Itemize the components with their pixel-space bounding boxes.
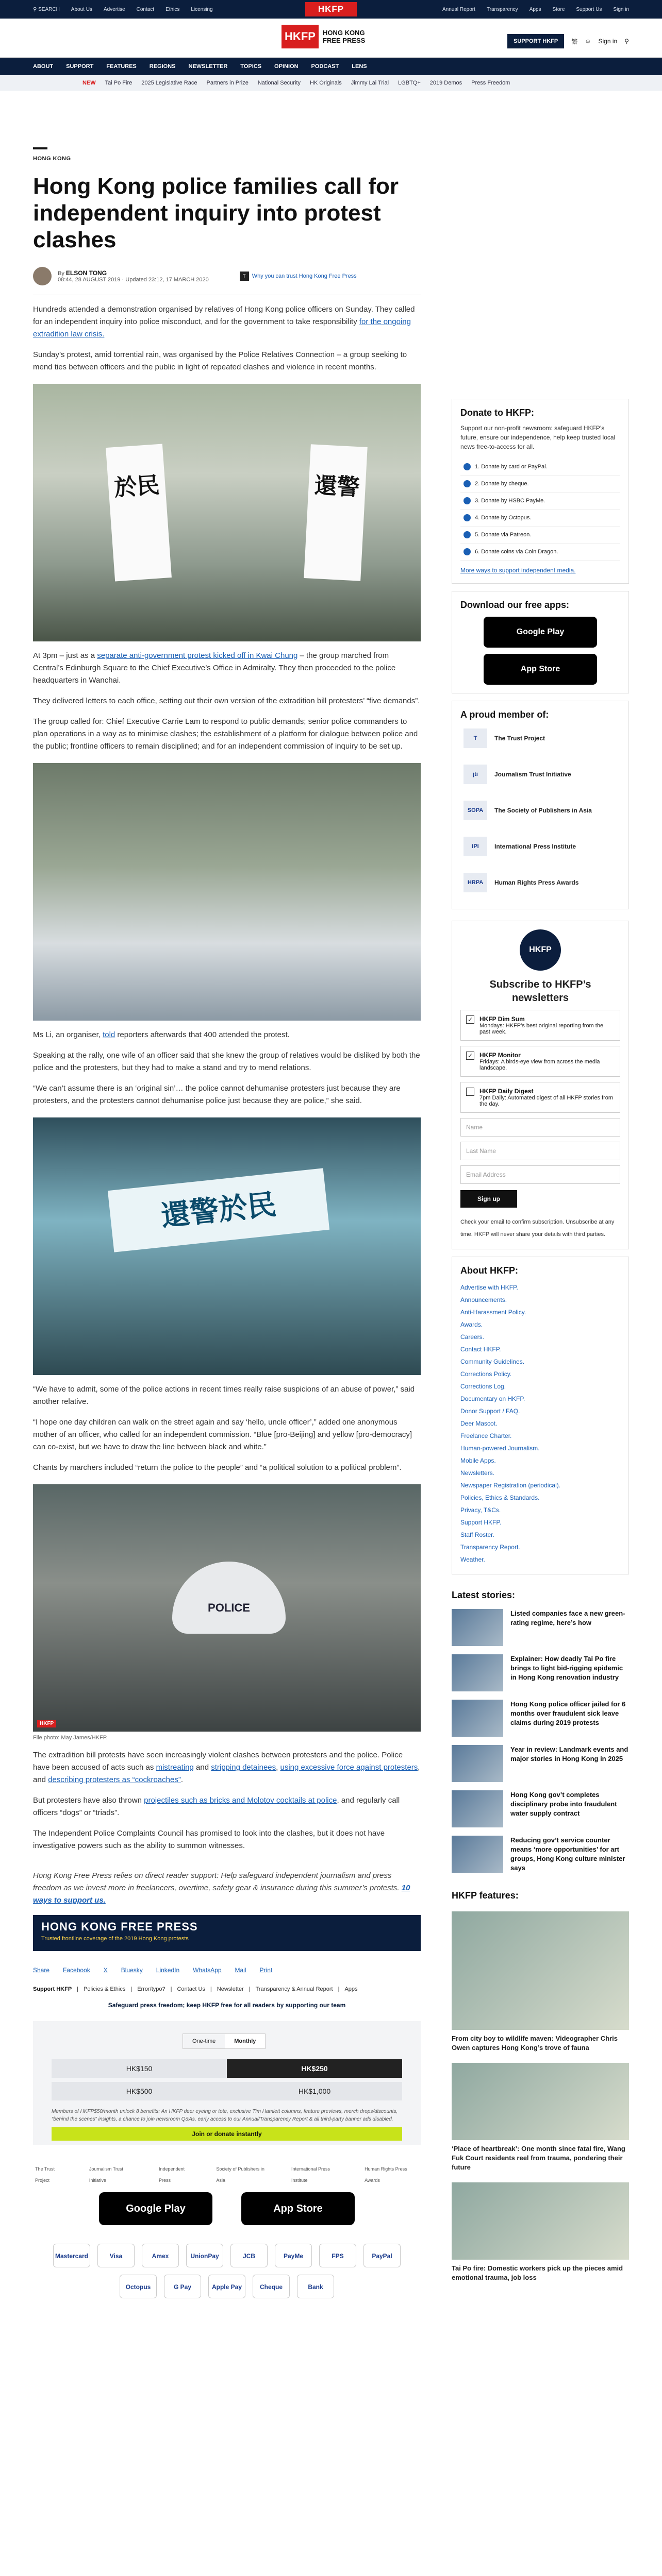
top-link[interactable]: Apps: [529, 7, 541, 12]
donate-method[interactable]: 5. Donate via Patreon.: [460, 527, 620, 544]
trending-tags-bar: [0, 75, 662, 91]
payment-logo: Visa: [97, 2244, 135, 2267]
search-icon[interactable]: ⚲: [624, 38, 629, 45]
policy-link[interactable]: Error/typo?: [137, 1986, 166, 1992]
trust-project-icon: T: [464, 728, 487, 748]
story-item[interactable]: Hong Kong gov’t completes disciplinary probe into fraudulent water supply contract: [452, 1790, 629, 1827]
policy-link[interactable]: Apps: [344, 1986, 358, 1992]
payment-logo: Octopus: [120, 2275, 157, 2298]
about-link[interactable]: Freelance Charter.: [460, 1432, 512, 1439]
proud-title: A proud member of:: [460, 709, 549, 720]
join-donate-button[interactable]: Join or donate instantly: [52, 2127, 402, 2141]
newsletter-option[interactable]: HKFP Daily Digest 7pm Daily: Automated digest of all HKFP stories from the day.: [460, 1082, 620, 1113]
trust-link-label: Why you can trust Hong Kong Free Press: [252, 273, 357, 279]
share-facebook[interactable]: Facebook: [63, 1967, 90, 1974]
story-item[interactable]: Listed companies face a new green-rating regime, here’s how: [452, 1609, 629, 1646]
paragraph: The group called for: Chief Executive Carrie Lam to respond to public demands; senior police commanders to plan operations in a way as to minimise clashes; the establishment of a platform for dialogue between police and the public; frontline officers to remain disciplined; and for an independent commission of inquiry to be set up.: [33, 717, 418, 751]
about-link[interactable]: Transparency Report.: [460, 1544, 520, 1551]
newsletter-title: Subscribe to HKFP’s newsletters: [489, 979, 591, 1004]
tag-link[interactable]: 2025 Legislative Race: [141, 80, 197, 86]
donate-method[interactable]: 3. Donate by HSBC PayMe.: [460, 493, 620, 510]
police-helmet-photo: [33, 1484, 421, 1732]
email-input[interactable]: Email Address: [460, 1165, 620, 1184]
support-appeal: Hong Kong Free Press relies on direct reader support: Help safeguard independent journalism and press freedom as we invest more in freelancers, overtime, safety gear & insurance during this summer’s protests. 10 ways to support us.: [33, 1871, 410, 1905]
signup-button[interactable]: Sign up: [460, 1190, 517, 1208]
top-link[interactable]: Support Us: [576, 7, 602, 12]
article: [33, 91, 421, 2298]
story-item[interactable]: Reducing gov’t service counter means ‘more opportunities’ for art groups, Hong Kong culture minister says: [452, 1836, 629, 1873]
feature-item[interactable]: ‘Place of heartbreak’: One month since fatal fire, Wang Fuk Court residents reel from trauma, pondering their future: [452, 2063, 629, 2172]
newsletter-logo: HKFP: [520, 929, 561, 971]
share-bluesky[interactable]: Bluesky: [121, 1967, 143, 1974]
nav-item[interactable]: ABOUT: [33, 63, 54, 70]
member-org[interactable]: IPI International Press Institute: [460, 828, 620, 865]
inline-link[interactable]: for the ongoing extradition law crisis.: [33, 317, 411, 338]
top-link[interactable]: Licensing: [191, 7, 213, 12]
author-avatar: [33, 267, 52, 285]
coin-icon: [464, 548, 471, 555]
promo-title: HONG KONG FREE PRESS: [41, 1920, 198, 1933]
user-icon[interactable]: ☺: [585, 38, 591, 45]
paragraph: They delivered letters to each office, setting out their own version of the extradition bill protesters’ “five demands”.: [33, 697, 420, 705]
ipi-icon: IPI: [464, 837, 487, 856]
paragraph: At 3pm – just as a separate anti-government protest kicked off in Kwai Chung – the group marched from Central’s Edinburgh Square to the Chief Executive’s Office in Admiralty. They then proceeded to the police headquarters in Wanchai.: [33, 651, 396, 685]
apps-panel: [452, 591, 629, 693]
share-linkedin[interactable]: LinkedIn: [156, 1967, 180, 1974]
app-store-badge[interactable]: App Store: [241, 2192, 355, 2225]
partner-logo[interactable]: Journalism Trust Initiative: [89, 2166, 123, 2183]
banner-left: 於民: [106, 444, 172, 581]
last-name-input[interactable]: Last Name: [460, 1142, 620, 1160]
share-x[interactable]: X: [103, 1967, 108, 1974]
support-link[interactable]: 10 ways to support us.: [33, 1884, 410, 1905]
nav-item[interactable]: FEATURES: [106, 63, 137, 70]
donate-methods: [460, 459, 620, 561]
story-item[interactable]: Year in review: Landmark events and major stories in Hong Kong in 2025: [452, 1745, 629, 1782]
nav-item[interactable]: PODCAST: [311, 63, 339, 70]
nav-item[interactable]: SUPPORT: [66, 63, 94, 70]
patreon-icon: [464, 531, 471, 538]
payment-logo: UnionPay: [186, 2244, 223, 2267]
amount-option[interactable]: HK$500: [52, 2082, 227, 2100]
main-nav: [0, 58, 662, 75]
donate-method[interactable]: 1. Donate by card or PayPal.: [460, 459, 620, 476]
checkbox-checked[interactable]: ✓: [466, 1015, 474, 1024]
partner-logo[interactable]: Society of Publishers in Asia: [216, 2166, 264, 2183]
payment-logo: PayMe: [275, 2244, 312, 2267]
police-helmet: POLICE: [172, 1562, 286, 1634]
story-item[interactable]: Hong Kong police officer jailed for 6 months over fraudulent sick leave claims during 2019 protests: [452, 1700, 629, 1737]
top-link[interactable]: Transparency: [486, 7, 518, 12]
about-link[interactable]: Announcements.: [460, 1296, 507, 1303]
features-title: HKFP features:: [452, 1890, 519, 1901]
top-utility-bar: [0, 0, 662, 19]
about-link[interactable]: Newspaper Registration (periodical).: [460, 1482, 561, 1489]
payment-logo: JCB: [230, 2244, 268, 2267]
checkbox-checked[interactable]: ✓: [466, 1052, 474, 1060]
article-dates: 08:44, 28 AUGUST 2019 · Updated 23:12, 17 MARCH 2020: [58, 277, 209, 283]
latest-title: Latest stories:: [452, 1590, 516, 1600]
paragraph: Ms Li, an organiser, told reporters afterwards that 400 attended the protest.: [33, 1030, 290, 1039]
inline-link[interactable]: separate anti-government protest kicked off in Kwai Chung: [97, 651, 298, 660]
about-link[interactable]: Corrections Log.: [460, 1383, 506, 1390]
inline-link[interactable]: stripping detainees: [211, 1763, 276, 1772]
payment-logo: G Pay: [164, 2275, 201, 2298]
photo-caption: File photo: May James/HKFP.: [33, 1735, 108, 1741]
jti-icon: jti: [464, 765, 487, 784]
signup-note: Check your email to confirm subscription. Unsubscribe at any time. HKFP will never share your details with third parties.: [460, 1219, 615, 1238]
inline-link[interactable]: using excessive force against protesters: [280, 1763, 418, 1772]
latest-stories: [452, 1590, 629, 1873]
payment-logo: FPS: [319, 2244, 356, 2267]
about-link[interactable]: Documentary on HKFP.: [460, 1395, 525, 1402]
policy-link[interactable]: Support HKFP: [33, 1986, 72, 1992]
safeguard-heading: Safeguard press freedom; keep HKFP free for all readers by supporting our team: [108, 2002, 346, 2009]
policy-link[interactable]: Newsletter: [217, 1986, 244, 1992]
paragraph: But protesters have also thrown projectiles such as bricks and Molotov cocktails at police, and regularly call officers “dogs” or “triads”.: [33, 1796, 400, 1817]
story-item[interactable]: Explainer: How deadly Tai Po fire brings to light bid-rigging epidemic in Hong Kong renovation industry: [452, 1654, 629, 1691]
about-link[interactable]: Support HKFP.: [460, 1519, 502, 1526]
donate-intro: Support our non-profit newsroom: safeguard HKFP’s future, ensure our independence, help keep trusted local news free-to-access for all.: [460, 425, 616, 450]
share-label: Share: [33, 1967, 50, 1974]
about-link[interactable]: Anti-Harassment Policy.: [460, 1309, 526, 1316]
sidebar: [452, 392, 629, 2282]
tag-link[interactable]: Partners in Prize: [206, 80, 249, 86]
about-link[interactable]: Donor Support / FAQ.: [460, 1408, 520, 1415]
feature-item[interactable]: From city boy to wildlife maven: Videographer Chris Owen captures Hong Kong’s trove of fauna: [452, 1911, 629, 2053]
newsletter-signup: [452, 921, 629, 1249]
tag-link[interactable]: Jimmy Lai Trial: [351, 80, 389, 86]
policy-link[interactable]: Policies & Ethics: [84, 1986, 126, 1992]
google-play-badge[interactable]: Google Play: [484, 617, 597, 648]
about-link[interactable]: Community Guidelines.: [460, 1358, 525, 1365]
top-link[interactable]: About Us: [71, 7, 92, 12]
about-link[interactable]: Awards.: [460, 1321, 483, 1328]
payment-logo: Mastercard: [53, 2244, 90, 2267]
feature-image: [452, 2182, 629, 2260]
tag-link[interactable]: 2019 Demos: [429, 80, 462, 86]
paragraph: Speaking at the rally, one wife of an officer said that she knew the group of relatives would be disliked by both the police and the protesters, but they had to make a stand and try to mend relations.: [33, 1051, 420, 1072]
paragraph: Sunday’s protest, amid torrential rain, was organised by the Police Relatives Connection – a group seeking to mend ties between officers and the public in light of repeated clashes and violence in recent months.: [33, 350, 407, 371]
amount-option-selected[interactable]: HK$250: [227, 2059, 402, 2078]
octopus-icon: [464, 514, 471, 521]
feature-image: [452, 2063, 629, 2140]
story-thumbnail: [452, 1745, 503, 1782]
nav-item[interactable]: REGIONS: [149, 63, 176, 70]
cheque-icon: [464, 480, 471, 487]
more-ways-link[interactable]: More ways to support independent media.: [460, 567, 576, 574]
brand-line: FREE PRESS: [323, 37, 366, 44]
title-rule: [33, 147, 47, 149]
paragraph: “We have to admit, some of the police actions in recent times really raise suspicions of an abuse of power,” said another relative.: [33, 1385, 415, 1406]
app-store-badge[interactable]: App Store: [484, 654, 597, 685]
promo-subtitle: Trusted frontline coverage of the 2019 Hong Kong protests: [41, 1936, 189, 1942]
tag-link[interactable]: Tai Po Fire: [105, 80, 133, 86]
protest-photo-umbrellas: [33, 763, 421, 1021]
trust-project-icon: T: [240, 272, 249, 281]
paragraph: “We can’t assume there is an ‘original sin’… the police cannot dehumanise protesters just because they are protesters, and the protesters cannot dehumanise police just because they are police,” she said.: [33, 1084, 401, 1105]
paragraph: Chants by marchers included “return the police to the people” and “a political solution to a political problem”.: [33, 1463, 402, 1472]
top-link[interactable]: Ethics: [166, 7, 180, 12]
about-link[interactable]: Staff Roster.: [460, 1531, 494, 1538]
amount-option[interactable]: HK$150: [52, 2059, 227, 2078]
promo-banner[interactable]: [33, 1915, 421, 1951]
story-thumbnail: [452, 1700, 503, 1737]
payme-icon: [464, 497, 471, 504]
member-org[interactable]: T The Trust Project: [460, 720, 620, 756]
story-thumbnail: [452, 1654, 503, 1691]
sign-in-link[interactable]: Sign in: [598, 38, 618, 45]
hrpa-icon: HRPA: [464, 873, 487, 892]
inline-link[interactable]: mistreating: [156, 1763, 194, 1772]
apps-title: Download our free apps:: [460, 600, 570, 610]
top-link[interactable]: Sign in: [613, 7, 629, 12]
partner-logo[interactable]: The Trust Project: [35, 2166, 55, 2183]
donate-method[interactable]: 4. Donate by Octopus.: [460, 510, 620, 527]
share-whatsapp[interactable]: WhatsApp: [193, 1967, 222, 1974]
byline: By ELSON TONG 08:44, 28 AUGUST 2019 · Updated 23:12, 17 MARCH 2020 T Why you can trust Hong Kong Free Press: [33, 267, 421, 285]
brand-mark: HKFP: [282, 25, 319, 48]
donate-title: Donate to HKFP:: [460, 408, 534, 418]
first-name-input[interactable]: Name: [460, 1118, 620, 1137]
newsletter-option[interactable]: ✓ HKFP Dim Sum Mondays: HKFP’s best original reporting from the past week.: [460, 1010, 620, 1041]
nav-item[interactable]: OPINION: [274, 63, 299, 70]
about-panel: [452, 1257, 629, 1574]
about-link[interactable]: Privacy, T&Cs.: [460, 1506, 501, 1514]
newsletter-option[interactable]: ✓ HKFP Monitor Fridays: A birds-eye view from across the media landscape.: [460, 1046, 620, 1077]
story-thumbnail: [452, 1790, 503, 1827]
donate-widget: [33, 2021, 421, 2145]
tag-link[interactable]: LGBTQ+: [398, 80, 421, 86]
checkbox[interactable]: [466, 1088, 474, 1096]
freq-monthly[interactable]: Monthly: [225, 2034, 265, 2048]
paragraph: Hundreds attended a demonstration organised by relatives of Hong Kong police officers on Sunday. They called for an independent inquiry into police misconduct, and for the government to take responsibility for the ongoing extradition law crisis.: [33, 305, 415, 338]
protest-photo-banners: [33, 384, 421, 641]
about-title: About HKFP:: [460, 1265, 518, 1276]
app-store-badges: [33, 2192, 421, 2225]
donate-method[interactable]: 6. Donate coins via Coin Dragon.: [460, 544, 620, 561]
policy-link[interactable]: Contact Us: [177, 1986, 205, 1992]
google-play-badge[interactable]: Google Play: [99, 2192, 212, 2225]
about-link[interactable]: Weather.: [460, 1556, 485, 1563]
banner-right: 還警: [304, 444, 367, 581]
about-link[interactable]: Advertise with HKFP.: [460, 1284, 518, 1291]
inline-link[interactable]: describing protesters as “cockroaches”: [48, 1775, 181, 1784]
payment-logo: Cheque: [253, 2275, 290, 2298]
article-title: Hong Kong police families call for independent inquiry into protest clashes: [33, 174, 399, 252]
donate-method[interactable]: 2. Donate by cheque.: [460, 476, 620, 493]
payment-icon: [464, 463, 471, 470]
payment-logo: PayPal: [363, 2244, 401, 2267]
freq-one-time[interactable]: One-time: [192, 2038, 216, 2044]
member-org[interactable]: jti Journalism Trust Initiative: [460, 756, 620, 792]
about-link[interactable]: Corrections Policy.: [460, 1370, 512, 1378]
policy-link[interactable]: Transparency & Annual Report: [255, 1986, 333, 1992]
story-thumbnail: [452, 1609, 503, 1646]
partner-logo[interactable]: Human Rights Press Awards: [365, 2166, 407, 2183]
nav-item[interactable]: LENS: [352, 63, 367, 70]
protest-photo-sign: [33, 1117, 421, 1375]
about-link[interactable]: Mobile Apps.: [460, 1457, 496, 1464]
top-link[interactable]: Annual Report: [442, 7, 475, 12]
author-name[interactable]: ELSON TONG: [65, 269, 107, 277]
payment-logo: Amex: [142, 2244, 179, 2267]
tag-link[interactable]: National Security: [257, 80, 301, 86]
proud-member-panel: [452, 701, 629, 909]
share-bar: [33, 1967, 421, 1974]
payment-logo: Apple Pay: [208, 2275, 245, 2298]
frequency-toggle: [183, 2033, 266, 2049]
tag-link[interactable]: HK Originals: [309, 80, 342, 86]
payment-logo: Bank: [297, 2275, 334, 2298]
feature-image: [452, 1911, 629, 2030]
section-tag[interactable]: HONG KONG: [33, 156, 71, 162]
top-link[interactable]: Contact: [136, 7, 155, 12]
language-toggle[interactable]: 繁: [571, 38, 578, 45]
inline-link[interactable]: projectiles such as bricks and Molotov cocktails at police: [144, 1796, 337, 1805]
search-link[interactable]: ⚲ SEARCH: [33, 7, 60, 12]
about-link[interactable]: Deer Mascot.: [460, 1420, 498, 1427]
sopa-icon: SOPA: [464, 801, 487, 820]
about-link[interactable]: Contact HKFP.: [460, 1346, 501, 1353]
top-logo[interactable]: HKFP: [305, 2, 357, 16]
member-org[interactable]: HRPA Human Rights Press Awards: [460, 865, 620, 901]
inline-link[interactable]: told: [103, 1030, 115, 1039]
top-link[interactable]: Store: [552, 7, 565, 12]
amount-option[interactable]: HK$1,000: [227, 2082, 402, 2100]
share-print[interactable]: Print: [259, 1967, 273, 1974]
about-link[interactable]: Careers.: [460, 1333, 485, 1341]
nav-item[interactable]: TOPICS: [240, 63, 262, 70]
feature-item[interactable]: Tai Po fire: Domestic workers pick up the pieces amid emotional trauma, job loss: [452, 2182, 629, 2282]
story-thumbnail: [452, 1836, 503, 1873]
photo-badge: HKFP: [37, 1720, 56, 1727]
about-link[interactable]: Policies, Ethics & Standards.: [460, 1494, 540, 1501]
about-link[interactable]: Newsletters.: [460, 1469, 495, 1477]
partner-logo[interactable]: Independent Press: [159, 2166, 185, 2183]
top-link[interactable]: Advertise: [103, 7, 125, 12]
site-header: [0, 19, 662, 58]
policy-links: Support HKFP | Policies & Ethics | Error/typo? | Contact Us | Newsletter | Transparency & Annual Report | Apps: [33, 1986, 358, 1992]
new-label: NEW: [82, 80, 96, 86]
donate-panel: [452, 399, 629, 584]
brand-line: HONG KONG: [323, 29, 365, 37]
brand-logo[interactable]: [282, 25, 365, 48]
partner-logo[interactable]: International Press Institute: [291, 2166, 330, 2183]
share-mail[interactable]: Mail: [235, 1967, 246, 1974]
nav-item[interactable]: NEWSLETTER: [188, 63, 228, 70]
members-benefits: Members of HKFP$50/month unlock 8 benefits: An HKFP deer eyeing or tote, exclusive Tim Hamlett columns, feature previews, merch drops/discounts, “behind the scenes” insights, a chance to join newsroom Q&As, early access to our Annual/Transparency Report & all third-party banner ads disabled.: [52, 2109, 398, 2122]
tag-link[interactable]: Press Freedom: [471, 80, 510, 86]
paragraph: The Independent Police Complaints Council has promised to look into the clashes, but it does not have investigative powers such as the ability to summon witnesses.: [33, 1829, 385, 1850]
support-hkfp-button[interactable]: SUPPORT HKFP: [507, 34, 564, 48]
paragraph: The extradition bill protests have seen increasingly violent clashes between protesters and the police. Police have been accused of acts such as mistreating and stripping detainees, using excessive force against protesters, and describing protesters as “cockroaches”.: [33, 1751, 420, 1784]
about-link[interactable]: Human-powered Journalism.: [460, 1445, 540, 1452]
features-section: [452, 1890, 629, 2282]
paragraph: “I hope one day children can walk on the street again and say ‘hello, uncle officer’,” added one anonymous mother of an officer, who called for an independent commission. “Blue [pro-Beijing] and yellow [pro-democracy] can co-exist, but we have to draw the line between black and white.”: [33, 1418, 412, 1451]
protest-sign: 還警於民: [108, 1168, 329, 1252]
partner-logos: [33, 2163, 421, 2183]
member-org[interactable]: SOPA The Society of Publishers in Asia: [460, 792, 620, 828]
payment-methods: [33, 2244, 421, 2298]
trust-link[interactable]: [240, 272, 357, 281]
